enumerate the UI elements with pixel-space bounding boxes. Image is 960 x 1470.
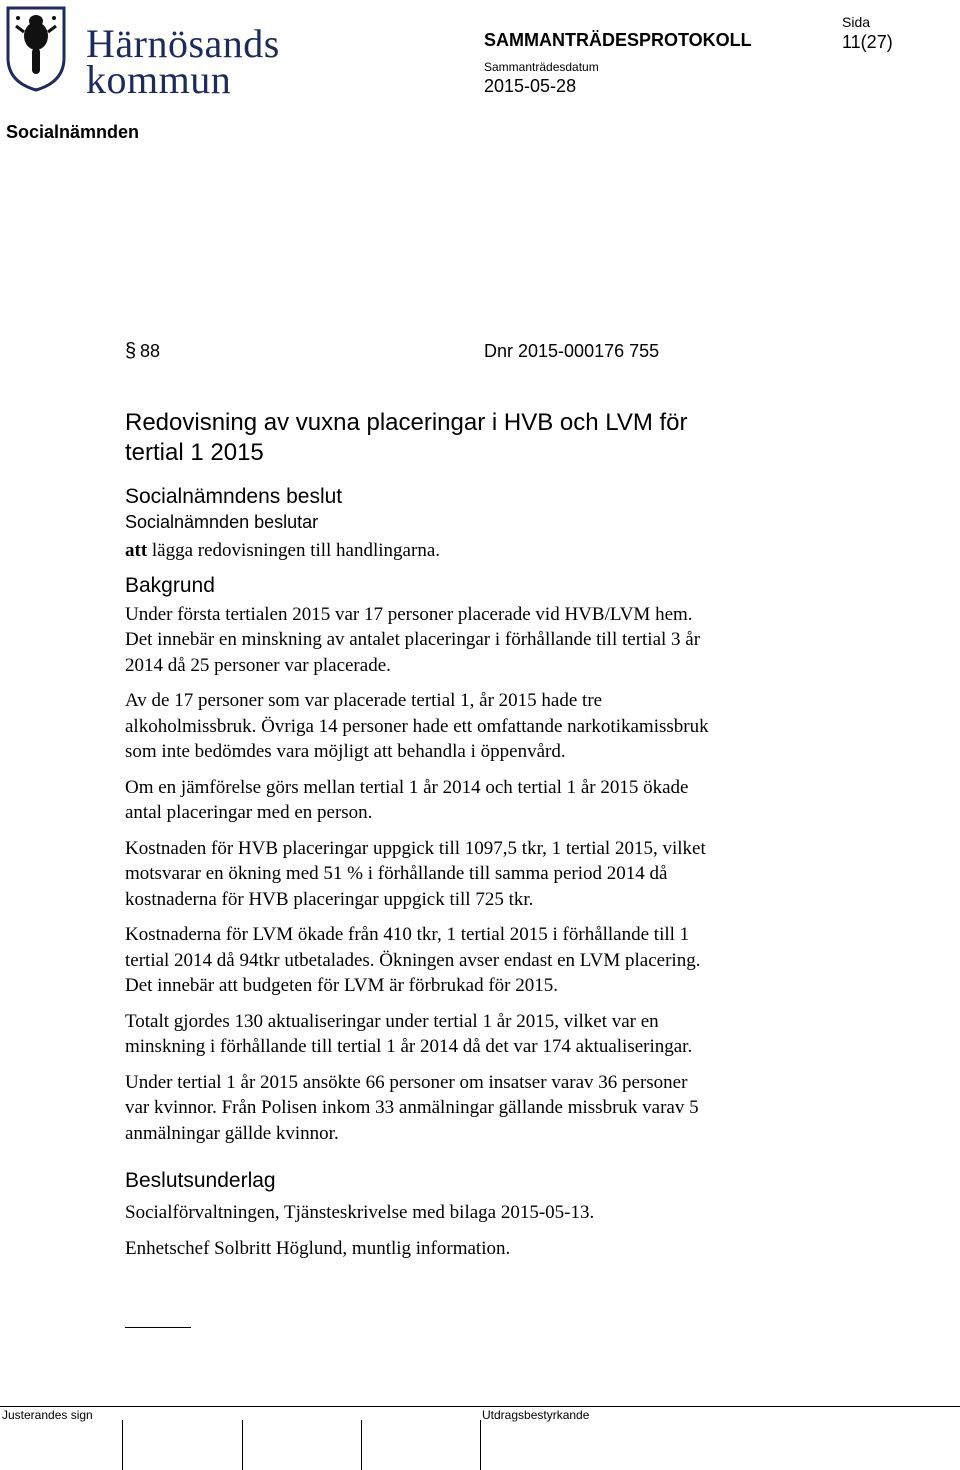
background-paragraph [125, 775, 825, 826]
decision-heading: Socialnämndens beslut [125, 485, 343, 508]
meeting-date-label: Sammanträdesdatum [484, 60, 599, 74]
background-paragraph [125, 688, 825, 765]
decision-text [125, 538, 825, 564]
municipality-logo [6, 4, 280, 102]
decision-body: lägga redovisningen till handlingarna. [147, 540, 440, 561]
footer-extract-label: Utdragsbestyrkande [482, 1408, 590, 1422]
logo-text-line2: kommun [86, 57, 232, 102]
signature-box-divider [361, 1420, 362, 1470]
text-line: Om en jämförelse görs mellan tertial 1 år 2014 och tertial 1 år 2015 ökade [125, 776, 689, 798]
background-heading: Bakgrund [125, 573, 215, 597]
committee-name: Socialnämnden [6, 122, 140, 142]
text-line: 2014 då 25 personer var placerade. [125, 654, 391, 676]
text-line: minskning i förhållande till tertial 1 år 2014 då det var 174 aktualiseringar. [125, 1036, 693, 1057]
basis-item: Enhetschef Solbritt Höglund, muntlig information. [125, 1237, 511, 1259]
text-line: antal placeringar med en person. [125, 802, 373, 823]
meeting-date: 2015-05-28 [484, 76, 577, 96]
title-line: Redovisning av vuxna placeringar i HVB och LVM för [125, 409, 688, 436]
text-line: Under tertial 1 år 2015 ansökte 66 personer om insatser varav 36 personer [125, 1071, 688, 1093]
text-line: Totalt gjordes 130 aktualiseringar under tertial 1 år 2015, vilket var en [125, 1010, 659, 1032]
basis-heading: Beslutsunderlag [125, 1169, 276, 1192]
signature-box-divider [242, 1420, 243, 1470]
end-rule [125, 1327, 191, 1328]
text-line: motsvarar en ökning med 51 % i förhållande till samma period 2014 då [125, 863, 668, 884]
footer-divider [0, 1406, 960, 1407]
background-paragraph [125, 922, 825, 999]
title-line: tertial 1 2015 [125, 439, 264, 466]
paragraph-sign: § [125, 340, 137, 362]
signature-box-divider [122, 1420, 123, 1470]
text-line: som inte bedömdes vara möjligt att behandla i öppenvård. [125, 741, 566, 762]
page-label: Sida [842, 14, 871, 30]
decision-intro: Socialnämnden beslutar [125, 512, 319, 532]
basis-item: Socialförvaltningen, Tjänsteskrivelse med bilaga 2015-05-13. [125, 1202, 595, 1223]
background-paragraph [125, 602, 825, 679]
decision-att: att [125, 540, 148, 561]
text-line: Under första tertialen 2015 var 17 personer placerade vid HVB/LVM hem. [125, 603, 693, 625]
footer-signature-label: Justerandes sign [2, 1408, 93, 1422]
text-line: Det innebär att budgeten för LVM är förbrukad för 2015. [125, 975, 559, 996]
background-paragraph [125, 1070, 825, 1147]
protocol-title: SAMMANTRÄDESPROTOKOLL [484, 30, 752, 50]
text-line: tertial 2014 då 94tkr utbetalades. Ökningen avser endast en LVM placering. [125, 949, 701, 971]
main-content [125, 408, 825, 1261]
text-line: Av de 17 personer som var placerade tertial 1, år 2015 hade tre [125, 690, 603, 711]
background-paragraph [125, 1009, 825, 1060]
text-line: var kvinnor. Från Polisen inkom 33 anmälningar gällande missbruk varav 5 [125, 1097, 699, 1118]
logo-text-line1: Härnösands [86, 21, 280, 66]
page-number: 11(27) [842, 32, 893, 52]
text-line: alkoholmissbruk. Övriga 14 personer hade ett omfattande narkotikamissbruk [125, 715, 709, 737]
text-line: Det innebär en minskning av antalet placeringar i förhållande till tertial 3 år [125, 629, 701, 650]
text-line: anmälningar gällde kvinnor. [125, 1122, 339, 1144]
text-line: Kostnaden för HVB placeringar uppgick till 1097,5 tkr, 1 tertial 2015, vilket [125, 837, 706, 859]
page-title [125, 408, 825, 468]
diary-number: Dnr 2015-000176 755 [484, 341, 660, 361]
signature-box-divider [480, 1420, 481, 1470]
text-line: kostnaderna för HVB placeringar uppgick till 725 tkr. [125, 888, 534, 910]
coat-of-arms-icon [6, 6, 66, 92]
background-paragraph [125, 836, 825, 913]
section-number: 88 [140, 341, 161, 361]
text-line: Kostnaderna för LVM ökade från 410 tkr, 1 tertial 2015 i förhållande till 1 [125, 924, 690, 945]
